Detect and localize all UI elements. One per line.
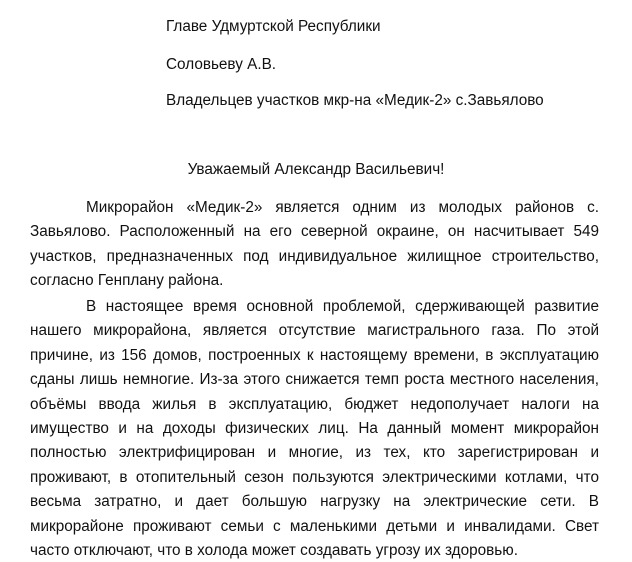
greeting: Уважаемый Александр Васильевич! <box>187 161 445 178</box>
recipient-title: Главе Удмуртской Республики <box>166 18 381 35</box>
recipient-name: Соловьеву А.В. <box>166 56 277 73</box>
paragraph-2: В настоящее время основной проблемой, сдерживающей развитие нашего микрорайона, является отсутствие магистрального газа. По этой причине, из 156 домов, построенных к настоящему времени, в эксплуатацию сданы лишь немногие. Из-за этого снижается темп роста местного населения, объёмы ввода жилья в эксплуатацию, бюджет недополучает налоги на имущество и на доходы физических лиц. На данный момент микрорайон полностью электрифицирован и многие, из тех, кто зарегистрирован и проживают, в отопительный сезон пользуются электрическими котлами, что весьма затратно, и дает большую нагрузку на электрические сети. В микрорайоне проживают семьи с маленькими детьми и инвалидами. Свет часто отключают, что в холода может создавать угрозу их здоровью. <box>30 298 599 560</box>
paragraph-1: Микрорайон «Медик-2» является одним из молодых районов с. Завьялово. Расположенный на его северной окраине, он насчитывает 549 участков, предназначенных под индивидуальное жилищное строительство, согласно Генплану района. <box>30 199 599 290</box>
sender-line: Владельцев участков мкр-на «Медик-2» с.Завьялово <box>166 92 544 109</box>
